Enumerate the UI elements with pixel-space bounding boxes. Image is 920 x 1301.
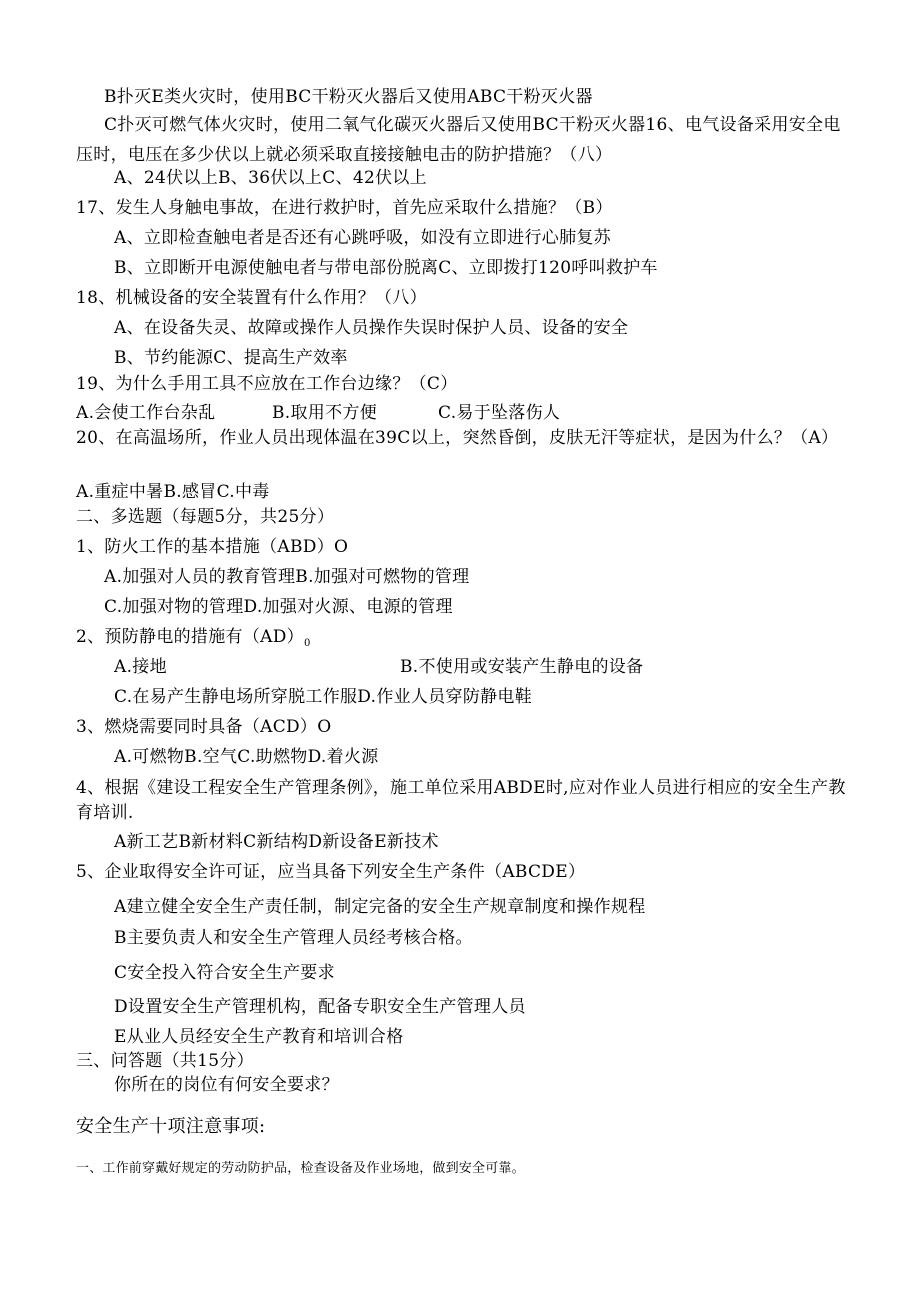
- notice-title: 安全生产十项注意事项:: [76, 1116, 266, 1137]
- question-19: 19、为什么手用工具不应放在工作台边缘？（C）: [76, 374, 458, 394]
- mc-question-2-options-cd: C.在易产生静电场所穿脱工作服D.作业人员穿防静电鞋: [114, 687, 533, 707]
- mc-question-5-option-e: E从业人员经安全生产教育和培训合格: [114, 1027, 404, 1047]
- question-19-options: [76, 402, 560, 424]
- question-18-option-a: A、在设备失灵、故障或操作人员操作失误时保护人员、设备的安全: [114, 318, 629, 338]
- section-heading-qa: 三、问答题（共15分）: [76, 1051, 254, 1071]
- qa-question: 你所在的岗位有何安全要求？: [114, 1075, 339, 1095]
- mc-question-5: 5、企业取得安全许可证，应当具备下列安全生产条件（ABCDE）: [76, 862, 586, 882]
- mc-question-1-options-ab: A.加强对人员的教育管理B.加强对可燃物的管理: [104, 567, 470, 587]
- mc-question-5-option-a: A建立健全安全生产责任制，制定完备的安全生产规章制度和操作规程: [114, 897, 646, 917]
- mc-question-3-options: A.可燃物B.空气C.助燃物D.着火源: [114, 747, 379, 767]
- mc-question-5-option-c: C安全投入符合安全生产要求: [114, 963, 335, 983]
- mc-question-4-options: A新工艺B新材料C新结构D新设备E新技术: [114, 832, 439, 852]
- option-b: B.取用不方便: [272, 403, 377, 423]
- mc-question-5-option-d: D设置安全生产管理机构，配备专职安全生产管理人员: [114, 997, 526, 1017]
- mc-question-5-option-b: B主要负责人和安全生产管理人员经考核合格。: [114, 928, 473, 948]
- question-20: 20、在高温场所，作业人员出现体温在39C以上，突然昏倒，皮肤无汗等症状，是因为什么？（A）: [76, 428, 839, 448]
- mc-question-2-options-ab: [114, 656, 643, 678]
- mc-question-3: 3、燃烧需要同时具备（ACD）O: [76, 717, 332, 737]
- notice-item-1: 一、工作前穿戴好规定的劳动防护品，检查设备及作业场地，做到安全可靠。: [76, 1161, 525, 1176]
- option-c: C.易于坠落伤人: [438, 403, 561, 423]
- mc-question-2-suffix: 0: [303, 638, 311, 649]
- question-17: 17、发生人身触电事故，在进行救护时，首先应采取什么措施？（B）: [76, 198, 613, 218]
- mc-question-1-options-cd: C.加强对物的管理D.加强对火源、电源的管理: [104, 597, 453, 617]
- question-16-paragraph: C扑灭可燃气体火灾时，使用二氧气化碳灭火器后又使用BC干粉灭火器16、电气设备采用安全电压时，电压在多少伏以上就必须采取直接接触电击的防护措施？（八）: [76, 115, 841, 165]
- question-17-option-a: A、立即检查触电者是否还有心跳呼吸，如没有立即进行心肺复苏: [114, 228, 611, 248]
- mc-question-2-text: 2、预防静电的措施有（AD）: [76, 627, 304, 647]
- mc-question-2: [76, 626, 311, 655]
- option-a: A.会使工作台杂乱: [76, 403, 216, 423]
- question-20-options: A.重症中暑B.感冒C.中毒: [76, 482, 270, 502]
- text-line: B扑灭E类火灾时，使用BC干粉灭火器后又使用ABC干粉灭火器: [104, 87, 593, 107]
- question-17-option-bc: B、立即断开电源使触电者与带电部份脱离C、立即拨打120呼叫救护车: [114, 258, 658, 278]
- option-b: B.不使用或安装产生静电的设备: [400, 657, 644, 677]
- option-a: A.接地: [114, 657, 167, 677]
- mc-question-4: 4、根据《建设工程安全生产管理条例》，施工单位采用ABDE时,应对作业人员进行相应的安全生产教育培训.: [76, 778, 846, 823]
- mc-question-1: 1、防火工作的基本措施（ABD）O: [76, 537, 349, 557]
- question-16-options: A、24伏以上B、36伏以上C、42伏以上: [114, 168, 427, 188]
- section-heading-multiple-choice: 二、多选题（每题5分，共25分）: [76, 507, 335, 527]
- question-18: 18、机械设备的安全装置有什么作用？（八）: [76, 288, 427, 308]
- question-18-option-bc: B、节约能源C、提高生产效率: [114, 348, 348, 368]
